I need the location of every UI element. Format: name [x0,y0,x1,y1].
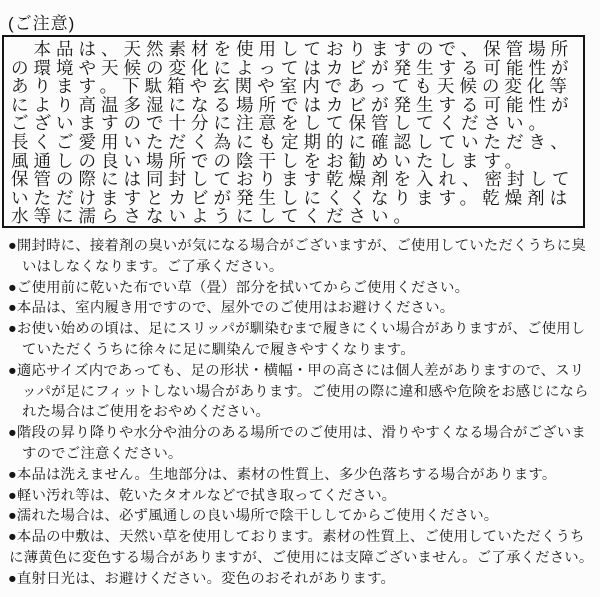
notice-box-line: 長くご愛用いただく為にも定期的に確認していただき、 [11,131,573,152]
notice-box-line: ございますので十分に注意をして保管してください。 [11,113,551,134]
notice-box-line: あります。下駄箱や玄関や室内であっても天候の変化等 [11,76,572,97]
note-item [8,423,600,465]
note-item [8,569,600,590]
note-line: ●本品は洗えません。生地部分は、素材の性質上、多少色落ちする場合があります。 [8,466,557,483]
note-item [8,465,600,486]
note-line: ●直射日光は、お避けください。変色のおそれがあります。 [8,570,396,587]
notes-list [8,236,600,590]
note-line: いはしなくなります。ご了承ください。 [22,258,284,275]
note-line: ●本品は、室内履き用ですので、屋外でのご使用はお避けください。 [8,300,455,317]
note-item [8,361,600,423]
notice-box-line: の環境や天候の変化によってはカビが発生する可能性が [11,57,574,78]
note-item [8,486,600,507]
page-title: (ご注意) [8,14,76,33]
note-line: ●階段の昇り降りや水分や油分のある場所でのご使用は、滑りやすくなる場合がございま [8,425,586,442]
note-line: ●本品の中敷は、天然い草を使用しております。素材の性質上、ご使用していただくうち [8,529,585,546]
notice-box-line: 本品は、天然素材を使用しておりますので、保管場所 [11,39,574,59]
note-line: ●開封時に、接着剤の臭いが気になる場合がございますが、ご使用していただくうちに臭 [8,238,586,254]
note-line: ●濡れた場合は、必ず風通しの良い場所で陰干ししてからご使用ください。 [8,508,499,525]
note-item [8,278,600,299]
notice-box-line: 水等に濡らさないようにしてください。 [11,206,416,227]
notice-box-line: により高温多湿になる場所ではカビが発生する可能性が [11,94,574,115]
notice-box-line: 風通しの良い場所での陰干しをお勧めいたします。 [11,150,528,171]
note-line: すのでご注意ください。 [22,445,183,462]
note-item [8,527,600,569]
notice-box-line: 保管の際には同封しております乾燥剤を入れ、密封して [11,169,575,190]
note-line: ●ご使用前に乾いた布でい草（畳）部分を拭いてからご使用ください。 [8,279,470,296]
note-line: ●軽い汚れ等は、乾いたタオルなどで拭き取ってください。 [8,487,397,504]
notice-box-line: いただけますとカビが発生しにくくなります。乾燥剤は [11,187,573,208]
note-item [8,319,600,361]
note-item [8,298,600,319]
note-item [8,236,600,278]
note-line: に薄黄色に変色する場合がありますが、ご使用には支障ございません。ご了承ください。 [9,549,594,566]
note-line: ッパが足にフィットしない場合があります。ご使用の際に違和感や危険をお感じになら [22,383,589,400]
note-line: ●お使い始めの頃は、足にスリッパが馴染むまで履きにくい場合がありますが、ご使用し [8,321,586,338]
note-line: れた場合はご使用をおやめください。 [22,404,271,421]
notice-box [2,35,585,228]
note-line: ていただくうちに徐々に足に馴染んで履きやすくなります。 [22,341,415,358]
note-item [8,506,600,527]
note-line: ●適応サイズ内であっても、足の形状・横幅・甲の高さには個人差がありますので、スリ [8,362,585,379]
